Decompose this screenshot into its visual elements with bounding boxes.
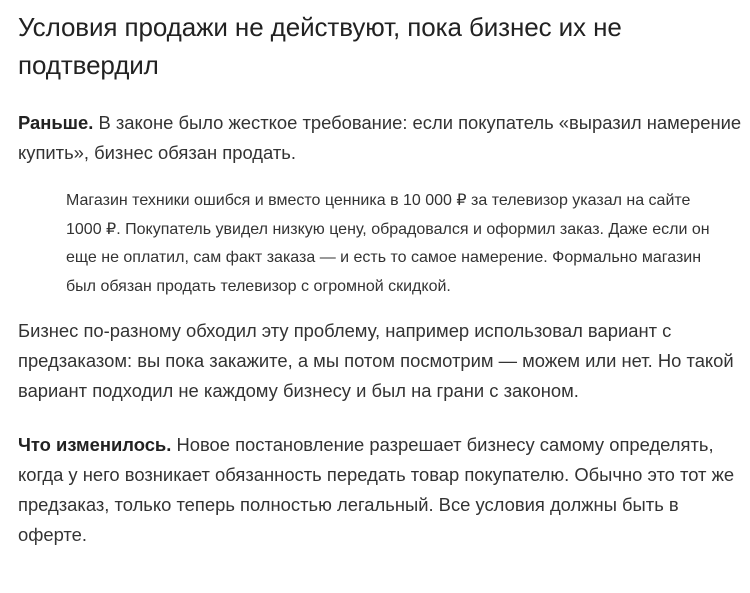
- paragraph-what-changed: [18, 430, 744, 550]
- paragraph-text-before: В законе было жесткое требование: если покупатель «выразил намерение купить», бизнес обязан продать.: [18, 112, 742, 163]
- paragraph-lead-before: Раньше.: [18, 112, 94, 133]
- paragraph-before: [18, 108, 744, 168]
- article: [18, 8, 744, 550]
- section-heading: Условия продажи не действуют, пока бизнес их не подтвердил: [18, 12, 622, 80]
- example-block: Магазин техники ошибся и вместо ценника в 10 000 ₽ за телевизор указал на сайте 1000 ₽. Покупатель увидел низкую цену, обрадовался и оформил заказ. Даже если он еще не оплатил, сам факт заказа — и есть то самое намерение. Формально магазин был обязан продать телевизор с огромной скидкой.: [66, 192, 710, 295]
- paragraph-lead-changed: Что изменилось.: [18, 434, 172, 455]
- paragraph-text-changed: Новое постановление разрешает бизнесу самому определять, когда у него возникает обязанность передать товар покупателю. Обычно это тот же предзаказ, только теперь полностью легальный. Все условия должны быть в оферте.: [18, 434, 735, 545]
- paragraph-workaround: Бизнес по-разному обходил эту проблему, например использовал вариант с предзаказом: вы пока закажите, а мы потом посмотрим — можем или нет. Но такой вариант подходил не каждому бизнесу и был на грани с законом.: [18, 320, 734, 401]
